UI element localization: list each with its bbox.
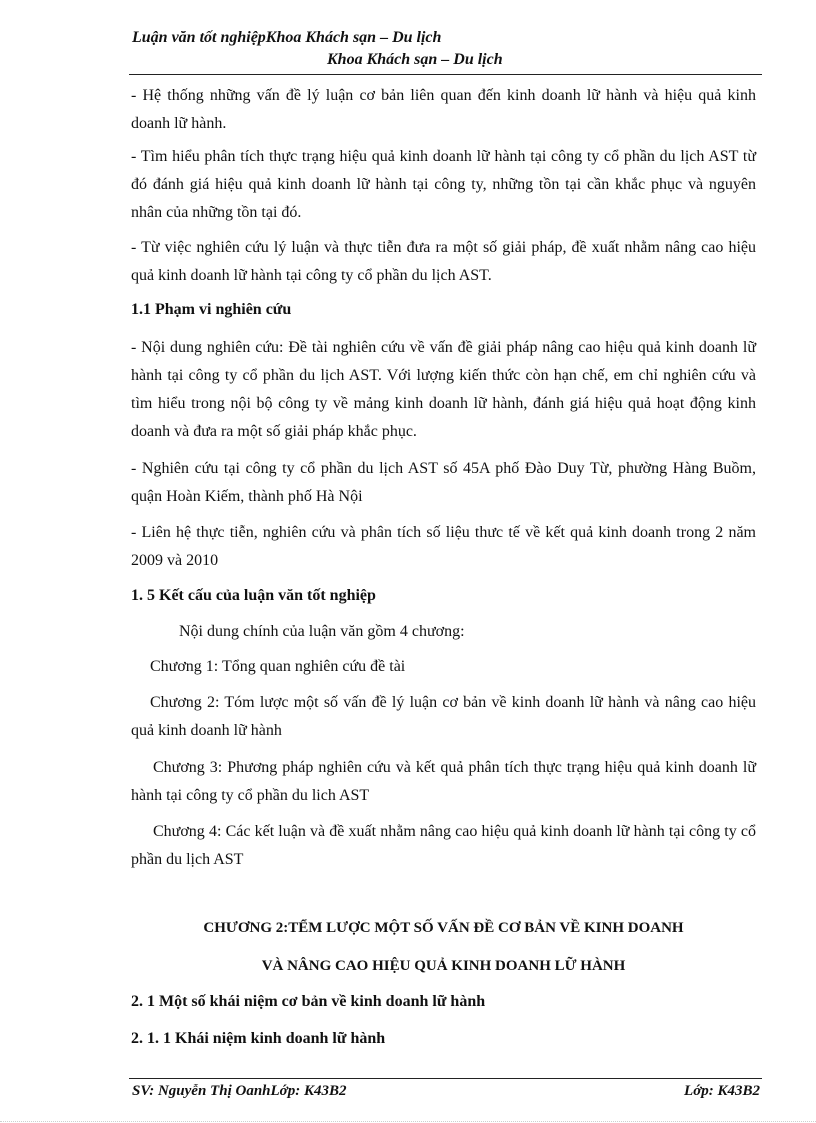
paragraph-objective-3: - Từ việc nghiên cứu lý luận và thực tiễn đưa ra một số giải pháp, đề xuất nhằm nâng cao hiệu quả kinh doanh lữ hành tại công ty cổ phần du lịch AST. — [131, 239, 756, 284]
section-heading-scope: 1.1 Phạm vi nghiên cứu — [131, 301, 292, 318]
section-heading-2-1-1: 2. 1. 1 Khái niệm kinh doanh lữ hành — [131, 1030, 386, 1047]
footer-student: SV: Nguyễn Thị OanhLớp: K43B2 — [132, 1083, 347, 1099]
page-edge — [0, 1121, 816, 1122]
section-heading-2-1: 2. 1 Một số khái niệm cơ bản về kinh doanh lữ hành — [131, 993, 486, 1010]
chapter-3-item: Chương 3: Phương pháp nghiên cứu và kết quả phân tích thực trạng hiệu quả kinh doanh lữ hành tại công ty cổ phần du lich AST — [131, 759, 756, 804]
page-header-faculty: Khoa Khách sạn – Du lịch — [327, 51, 503, 68]
paragraph-objective-2: - Tìm hiểu phân tích thực trạng hiệu quả kinh doanh lữ hành tại công ty cổ phần du lịch AST từ đó đánh giá hiệu quả kinh doanh lữ hành tại công ty, những tồn tại cần khắc phục và nguyên nhân của những tồn tại đó. — [131, 148, 756, 221]
chapter-title-line-2: VÀ NÂNG CAO HIỆU QUẢ KINH DOANH LỮ HÀNH — [261, 958, 626, 974]
chapter-1-item: Chương 1: Tổng quan nghiên cứu đề tài — [150, 658, 406, 675]
paragraph-structure-intro: Nội dung chính của luận văn gồm 4 chương: — [179, 623, 465, 640]
header-divider — [129, 74, 762, 75]
page-header-title: Luận văn tốt nghiệpKhoa Khách sạn – Du lịch — [132, 29, 442, 46]
paragraph-objective-1: - Hệ thống những vấn đề lý luận cơ bản liên quan đến kinh doanh lữ hành và hiệu quả kinh doanh lữ hành. — [131, 87, 756, 132]
paragraph-scope-content: - Nội dung nghiên cứu: Đề tài nghiên cứu về vấn đề giải pháp nâng cao hiệu quả kinh doanh lữ hành tại công ty cổ phần du lịch AST. Với lượng kiến thức còn hạn chế, em chỉ nghiên cứu và tìm hiểu trong nội bộ công ty về mảng kinh doanh lữ hành, đánh giá hiệu quả hoạt động kinh doanh và đưa ra một số giải pháp khắc phục. — [131, 339, 756, 440]
chapter-2-item: Chương 2: Tóm lược một số vấn đề lý luận cơ bản về kinh doanh lữ hành và nâng cao hiệu quả kinh doanh lữ hành — [131, 694, 756, 739]
paragraph-scope-data: - Liên hệ thực tiễn, nghiên cứu và phân tích số liệu thưc tế về kết quả kinh doanh trong 2 năm 2009 và 2010 — [131, 524, 756, 569]
chapter-title-line-1: CHƯƠNG 2:TỂM LƯỢC MỘT SỐ VẤN ĐỀ CƠ BẢN VỀ KINH DOANH — [203, 920, 684, 936]
paragraph-scope-location: - Nghiên cứu tại công ty cổ phần du lịch AST số 45A phố Đào Duy Từ, phường Hàng Buồm, quận Hoàn Kiếm, thành phố Hà Nội — [131, 460, 756, 505]
footer-divider — [129, 1078, 762, 1079]
footer-class: Lớp: K43B2 — [684, 1083, 760, 1099]
section-heading-structure: 1. 5 Kết cấu của luận văn tốt nghiệp — [131, 587, 376, 604]
chapter-4-item: Chương 4: Các kết luận và đề xuất nhằm nâng cao hiệu quả kinh doanh lữ hành tại công ty cổ phần du lịch AST — [131, 823, 756, 868]
